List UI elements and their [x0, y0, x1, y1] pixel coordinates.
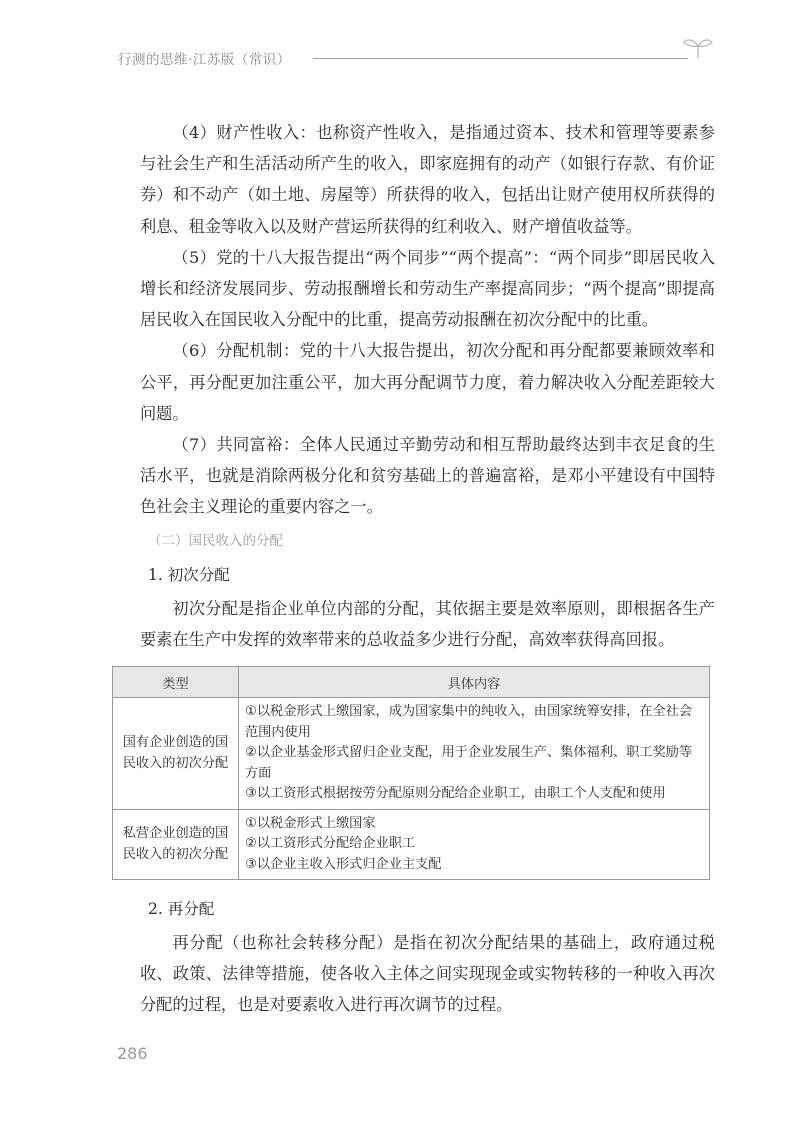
paragraph-redistribution: 再分配（也称社会转移分配）是指在初次分配结果的基础上，政府通过税收、政策、法律等措施，使各收入主体之间实现现金或实物转移的一种收入再次分配的过程，也是对要素收入进行再次调节的过程。: [140, 933, 715, 1015]
row-content: [239, 809, 710, 880]
table-header-row: [113, 667, 710, 698]
section-heading: （二）国民收入的分配: [148, 532, 283, 549]
subsection-title-redistribution: 2. 再分配: [148, 900, 215, 919]
header-rule: [313, 58, 688, 59]
content-item: ③以企业主收入形式归企业主支配: [245, 856, 442, 872]
column-header-type: 类型: [113, 667, 239, 698]
content-item: ②以工资形式分配给企业职工: [245, 836, 416, 852]
paragraph-two-synchronizations: （5）党的十八大报告提出“两个同步”“两个提高”：“两个同步”即居民收入增长和经济发展同步、劳动报酬增长和劳动生产率提高同步；“两个提高”即提高居民收入在国民收入分配中的比重，提高劳动报酬在初次分配中的比重。: [140, 247, 715, 330]
content-item: ③以工资形式根据按劳分配原则分配给企业职工，由职工个人支配和使用: [245, 786, 666, 802]
column-header-content: 具体内容: [239, 667, 710, 698]
row-category: 私营企业创造的国民收入的初次分配: [113, 809, 239, 880]
paragraph-common-prosperity: （7）共同富裕：全体人民通过辛勤劳动和相互帮助最终达到丰衣足食的生活水平，也就是消除两极分化和贫穷基础上的普遍富裕，是邓小平建设有中国特色社会主义理论的重要内容之一。: [140, 435, 715, 517]
page-body: [122, 117, 715, 1021]
table-row: [113, 698, 710, 810]
running-header: [118, 46, 718, 72]
table-row: [113, 809, 710, 880]
paragraph-property-income: （4）财产性收入：也称资产性收入，是指通过资本、技术和管理等要素参与社会生产和生活活动所产生的收入，即家庭拥有的动产（如银行存款、有价证券）和不动产（如土地、房屋等）所获得的收入，包括出让财产使用权所获得的利息、租金等收入以及财产营运所获得的红利收入、财产增值收益等。: [140, 123, 715, 236]
sprout-icon: [681, 36, 715, 60]
row-content: [239, 698, 710, 810]
paragraph-primary-distribution: 初次分配是指企业单位内部的分配，其依据主要是效率原则，即根据各生产要素在生产中发挥的效率带来的总收益多少进行分配，高效率获得高回报。: [140, 598, 715, 649]
content-item: ①以税金形式上缴国家，成为国家集中的纯收入，由国家统筹安排，在全社会范围内使用: [245, 704, 693, 740]
distribution-table: [112, 666, 710, 880]
paragraph-distribution-mechanism: （6）分配机制：党的十八大报告提出，初次分配和再分配都要兼顾效率和公平，再分配更加注重公平，加大再分配调节力度，着力解决收入分配差距较大问题。: [140, 341, 715, 423]
book-title: 行测的思维·江苏版（常识）: [118, 52, 291, 68]
row-category: 国有企业创造的国民收入的初次分配: [113, 698, 239, 810]
content-item: ①以税金形式上缴国家: [245, 815, 376, 831]
subsection-title-primary: 1. 初次分配: [148, 565, 230, 584]
content-item: ②以企业基金形式留归企业支配，用于企业发展生产、集体福利、职工奖励等方面: [245, 745, 693, 781]
page-number: 286: [117, 1044, 148, 1063]
